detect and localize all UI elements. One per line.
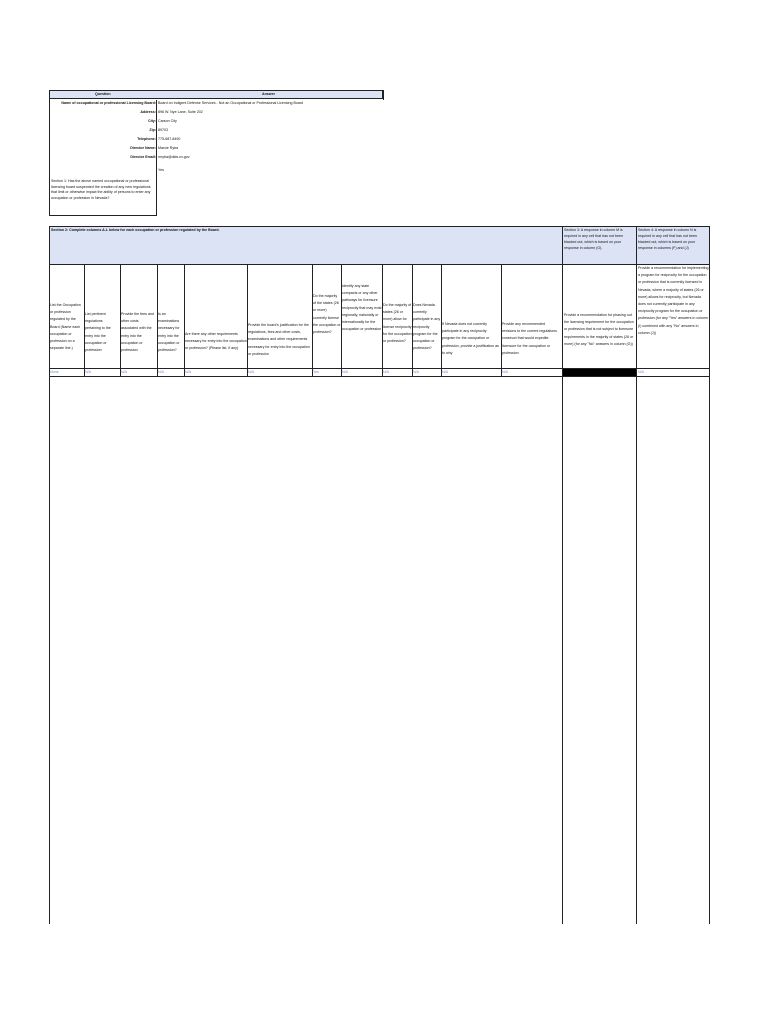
col-m-header: Provide a recommendation for phasing out the licensing requirement for the occupation or profession that is not subject to licensure requirements in the majority of states (26 or more) (for any "No" answers in column (G)) [564,313,634,346]
row-value-address: 896 W. Nye Lane, Suite 202 [158,110,203,114]
col-l-value: N/A [502,370,508,374]
col-i-header: Do the majority of states (26 or more) allow for license reciprocity for the occupation or profession? [383,303,412,344]
col-a-value: None [50,370,59,374]
row-label-director-email: Director Email: [130,155,156,159]
header-question: Question [95,92,111,96]
col-a-header: List the Occupation or profession regulated by the Board (Name each occupation or profession on a separate line.) [50,303,81,351]
section1-question: Section 1: Has the above named occupational or professional licensing board suspended the creation of any new regulations that limit or otherwise impact the ability of persons to enter any occupation or profession in Nevada? [51,179,151,200]
header-answer: Answer [262,92,275,96]
section4-note: Section 4: A response in column N is required in any cell that has not been blacked out, which is based on your response in columns (F) and (J) [638,228,697,250]
row-label-director-name: Director Name: [130,146,156,150]
col-m-blacked-out-cell [563,369,637,376]
col-b-header: List pertinent regulations pertaining to the entry into the occupation or profession [85,312,111,353]
row-value-director-email: mryba@dids.nv.gov [158,155,190,159]
row-value-city: Carson City [158,119,177,123]
row-label-board: Name of occupational or professional Licensing Board: [61,101,156,105]
col-n-value: N/A [638,370,644,374]
row-value-board: Board on Indigent Defense Services - Not an Occupational or Professional Licensing Board [158,101,304,105]
col-b-value: N/A [85,370,91,374]
row-label-telephone: Telephone: [137,137,156,141]
col-h-value: N/A [342,370,348,374]
col-e-header: Are there any other requirements necessary for entry into the occupation or profession? (Please list, if any) [185,332,247,351]
col-i-value: N/A [383,370,389,374]
row-value-director-name: Marcie Ryba [158,146,179,150]
row-label-address: Address: [140,110,156,114]
section1-answer: Yes [158,168,164,172]
col-j-header: Does Nevada currently participate in any reciprocity program for the occupation or profession? [413,303,441,351]
col-f-value: N/A [248,370,254,374]
col-g-value: Yes [313,370,319,374]
col-g-header: Do the majority of the states (26 or more) currently license the occupation or profession? [313,294,341,335]
section3-note: Section 3: A response in column M is required in any cell that has not been blacked out, which is based on your response in column (G). [564,228,623,250]
col-f-header: Provide the board's justification for the regulations, fees and other costs, examinations and other requirements necessary for entry into the occupation or profession [248,323,310,356]
row-value-telephone: 775-687-8490 [158,137,181,141]
row-label-city: City: [148,119,156,123]
row-value-zip: 89703 [158,128,168,132]
row-label-zip: Zip: [149,128,156,132]
col-k-value: N/A [442,370,448,374]
col-d-header: Is an examinations necessary for entry into the occupation or profession? [158,312,180,353]
col-j-value: N/A [413,370,419,374]
col-l-header: Provide any recommended revisions to the current regulations construct that would expedite licensure for the occupation or profession [502,322,557,355]
col-h-header: Identify any state compacts or any other pathways for licensure reciprocity that may exist regionally, nationally or internationally for the occupation or profession [342,284,382,332]
col-c-value: N/A [121,370,127,374]
col-k-header: If Nevada does not currently participate in any reciprocity program for the occupation or profession, provide a justification as to why [442,322,499,355]
section2-title: Section 2: Complete columns A-L below for each occupation or profession regulated by the Board. [51,228,220,232]
col-d-value: N/A [158,370,164,374]
col-e-value: N/A [185,370,191,374]
col-c-header: Provide the fees and other costs associated with the entry into the occupation or profession [121,312,154,353]
col-n-header: Provide a recommendation for implementing a program for reciprocity for the occupation or profession that is currently licensed in Nevada, where a majority of states (26 or more) allows for reciprocity, but Nevada does not currently participate in any reciprocity program for the occupation or profession (for any "Yes" answers in column (I) combined with any "No" answers in column (J)) [638,266,709,335]
